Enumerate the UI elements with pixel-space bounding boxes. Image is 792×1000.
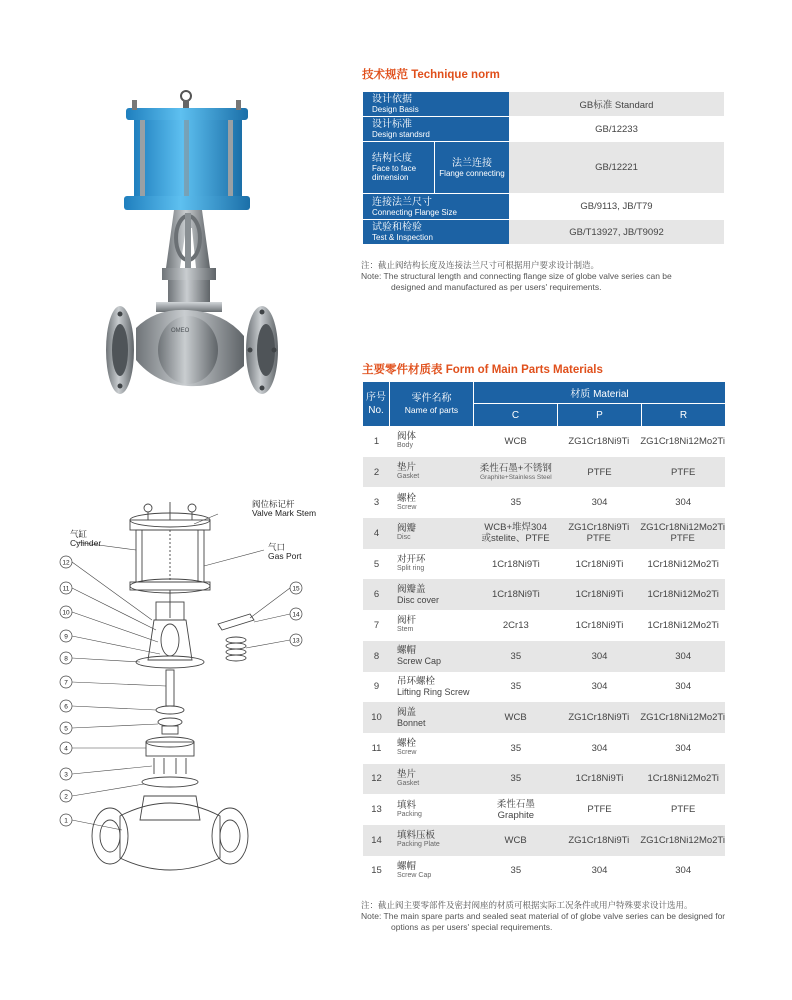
table-row bbox=[363, 702, 725, 733]
material-c bbox=[474, 733, 558, 764]
material-p bbox=[557, 426, 640, 457]
row-number: 1 bbox=[373, 435, 380, 447]
material-c bbox=[474, 487, 558, 518]
part-number-4: 4 bbox=[64, 745, 68, 753]
part-name bbox=[390, 672, 474, 703]
tech-label-en: Design standsrd bbox=[372, 130, 430, 139]
tech-row-flange-size bbox=[363, 194, 724, 220]
part-number-11: 11 bbox=[62, 585, 70, 593]
part-name-en: Gasket bbox=[397, 779, 420, 787]
material-p bbox=[558, 733, 642, 764]
part-number-13: 13 bbox=[292, 637, 300, 645]
material-r-value: 1Cr18Ni12Mo2Ti bbox=[647, 589, 719, 601]
material-r bbox=[641, 764, 725, 795]
material-r bbox=[641, 579, 725, 610]
tech-label-zh: 设计依据 bbox=[372, 94, 412, 105]
part-name-en: Screw bbox=[397, 749, 417, 757]
material-r-value: PTFE bbox=[671, 466, 696, 478]
part-name bbox=[390, 487, 474, 518]
header-col-c: C bbox=[474, 404, 558, 426]
material-p bbox=[558, 641, 642, 672]
part-name-en: Body bbox=[397, 442, 413, 450]
part-name-zh: 填料 bbox=[397, 799, 417, 811]
tech-label-zh: 试验和检验 bbox=[372, 222, 422, 233]
material-r-value: PTFE bbox=[671, 804, 696, 816]
material-c-value-2: 或stelite、PTFE bbox=[481, 533, 550, 545]
material-p bbox=[558, 794, 642, 825]
valve-product-photo bbox=[96, 88, 296, 428]
material-r-value: ZG1Cr18Ni12Mo2Ti bbox=[640, 834, 725, 846]
materials-note bbox=[361, 900, 725, 933]
material-r-value: ZG1Cr18Ni12Mo2Ti bbox=[640, 522, 725, 534]
material-r-value: ZG1Cr18Ni12Mo2Ti bbox=[640, 712, 725, 724]
part-name bbox=[390, 641, 474, 672]
material-r-value: 304 bbox=[675, 742, 692, 754]
material-c-value: 1Cr18Ni9Ti bbox=[491, 558, 540, 570]
tech-row-design-basis bbox=[363, 92, 724, 117]
part-number-6: 6 bbox=[64, 703, 68, 711]
material-p bbox=[558, 764, 642, 795]
header-no-zh: 序号 bbox=[366, 392, 386, 403]
part-number-1: 1 bbox=[64, 817, 68, 825]
tech-row-design-standard bbox=[363, 117, 724, 142]
part-number-14: 14 bbox=[292, 611, 300, 619]
material-p bbox=[558, 610, 642, 641]
material-c-value: WCB bbox=[504, 834, 527, 846]
material-c bbox=[474, 856, 558, 887]
material-r-value-2: PTFE bbox=[670, 533, 695, 545]
material-c bbox=[474, 426, 557, 457]
table-row bbox=[363, 856, 725, 887]
note-zh: 注：截止阀主要零部件及密封阀座的材质可根据实际工况条件或用户特殊要求设计选用。 bbox=[361, 900, 693, 910]
tech-label-en: Test & Inspection bbox=[372, 233, 433, 242]
materials-table bbox=[363, 382, 725, 886]
material-p-value: ZG1Cr18Ni9Ti bbox=[568, 834, 630, 846]
material-c-value: 柔性石墨+不锈钢 bbox=[479, 462, 552, 474]
row-number: 7 bbox=[373, 619, 380, 631]
row-number: 15 bbox=[371, 865, 382, 877]
table-row bbox=[363, 610, 725, 641]
row-number: 3 bbox=[373, 497, 380, 509]
callout-gas-port: 气口 Gas Port bbox=[268, 542, 302, 561]
material-p bbox=[557, 702, 640, 733]
note-zh: 注：截止阀结构长度及连接法兰尺寸可根据用户要求设计制造。 bbox=[361, 260, 600, 270]
note-en-1: Note: The structural length and connecting flange size of globe valve series can be bbox=[361, 271, 672, 281]
material-c bbox=[474, 672, 558, 703]
material-r bbox=[640, 426, 725, 457]
table-row bbox=[363, 426, 725, 457]
part-name-en: Stem bbox=[397, 626, 414, 634]
table-row bbox=[363, 672, 725, 703]
table-row bbox=[363, 549, 725, 580]
material-r bbox=[641, 794, 725, 825]
part-number-8: 8 bbox=[64, 655, 68, 663]
tech-value: GB/12233 bbox=[509, 117, 724, 141]
part-name-en: Split ring bbox=[397, 565, 425, 573]
header-no-en: No. bbox=[368, 405, 384, 416]
technique-norm-title: 技术规范 Technique norm bbox=[362, 69, 500, 81]
part-name-zh: 阀杆 bbox=[397, 615, 417, 627]
tech-label-zh: 结构长度 bbox=[372, 153, 412, 164]
callout-valve-mark-stem: 阀位标记杆 Valve Mark Stem bbox=[252, 499, 317, 518]
material-c-value-2: Graphite bbox=[497, 809, 535, 821]
row-number: 12 bbox=[371, 773, 382, 785]
material-c-value: WCB+堆焊304 bbox=[484, 522, 547, 534]
material-r-value: 1Cr18Ni12Mo2Ti bbox=[647, 773, 719, 785]
part-name bbox=[390, 733, 474, 764]
material-c-value: 1Cr18Ni9Ti bbox=[491, 589, 540, 601]
part-name-en: Disc bbox=[397, 534, 411, 542]
material-p-value: 1Cr18Ni9Ti bbox=[575, 558, 624, 570]
part-name-zh: 螺帽 bbox=[397, 645, 417, 657]
material-p bbox=[558, 856, 642, 887]
part-name-en: Packing bbox=[397, 810, 422, 818]
material-p bbox=[558, 672, 642, 703]
part-name-en: Lifting Ring Screw bbox=[397, 686, 470, 697]
row-number: 4 bbox=[373, 527, 380, 539]
material-r-value: 1Cr18Ni12Mo2Ti bbox=[647, 558, 719, 570]
part-number-10: 10 bbox=[62, 609, 70, 617]
part-number-7: 7 bbox=[64, 679, 68, 687]
tech-label-en: Face to face dimension bbox=[372, 164, 417, 182]
table-row bbox=[363, 794, 725, 825]
material-p bbox=[557, 825, 640, 856]
tech-value: GB/9113, JB/T79 bbox=[509, 194, 724, 219]
material-p bbox=[558, 487, 642, 518]
callout-cylinder: 气缸 Cylinder bbox=[70, 529, 102, 548]
material-p-value: 1Cr18Ni9Ti bbox=[575, 773, 624, 785]
material-r-value: 304 bbox=[675, 865, 692, 877]
material-r bbox=[641, 856, 725, 887]
tech-value: GB/T13927, JB/T9092 bbox=[509, 220, 724, 244]
material-p-value: ZG1Cr18Ni9Ti bbox=[568, 712, 630, 724]
row-number: 11 bbox=[371, 742, 382, 754]
material-c bbox=[474, 518, 557, 549]
material-p-value: 304 bbox=[591, 650, 608, 662]
material-p-value: 1Cr18Ni9Ti bbox=[575, 619, 624, 631]
materials-title: 主要零件材质表 Form of Main Parts Materials bbox=[362, 364, 603, 376]
material-r bbox=[641, 549, 725, 580]
tech-label-en: Connecting Flange Size bbox=[372, 207, 457, 217]
header-col-r: R bbox=[642, 404, 725, 426]
material-p-value: 304 bbox=[591, 681, 608, 693]
material-c bbox=[474, 610, 558, 641]
table-row bbox=[363, 457, 725, 488]
part-name bbox=[390, 856, 474, 887]
part-name-zh: 垫片 bbox=[397, 768, 417, 780]
material-c bbox=[474, 457, 558, 488]
materials-header bbox=[363, 382, 725, 426]
part-name-zh: 阀瓣 bbox=[397, 523, 417, 535]
part-name-zh: 垫片 bbox=[397, 462, 417, 474]
tech-label-en: Design Basis bbox=[372, 105, 419, 114]
part-name-en: Screw Cap bbox=[397, 871, 432, 879]
header-name-zh: 零件名称 bbox=[411, 393, 452, 404]
material-p bbox=[558, 549, 642, 580]
material-p bbox=[557, 518, 640, 549]
material-c bbox=[474, 549, 558, 580]
material-p-value: ZG1Cr18Ni9Ti bbox=[568, 435, 630, 447]
material-p-value-2: PTFE bbox=[586, 533, 611, 545]
part-name-en: Screw Cap bbox=[397, 656, 442, 667]
tech-value: GB/12221 bbox=[509, 142, 724, 193]
tech-row-face-to-face bbox=[363, 142, 724, 194]
material-c-value: 35 bbox=[510, 650, 522, 662]
part-name bbox=[390, 457, 474, 488]
material-p-value: 304 bbox=[591, 865, 608, 877]
material-c-value: 35 bbox=[510, 681, 522, 693]
material-r bbox=[641, 610, 725, 641]
material-c-value: 2Cr13 bbox=[502, 619, 529, 631]
part-name bbox=[390, 426, 474, 457]
material-c-value: 35 bbox=[510, 742, 522, 754]
technique-note bbox=[361, 260, 672, 293]
table-row bbox=[363, 487, 725, 518]
header-col-p: P bbox=[558, 404, 642, 426]
part-name-zh: 阀盖 bbox=[397, 706, 417, 718]
material-c-value: 35 bbox=[510, 497, 522, 509]
part-name-zh: 螺帽 bbox=[397, 860, 417, 872]
tech-row-test-inspection bbox=[363, 220, 724, 245]
row-number: 6 bbox=[373, 589, 380, 601]
table-row bbox=[363, 733, 725, 764]
part-name-zh: 阀体 bbox=[397, 431, 417, 443]
row-number: 14 bbox=[371, 834, 382, 846]
part-name-en: Gasket bbox=[397, 473, 420, 481]
note-en-1: Note: The main spare parts and sealed seat material of of globe valve series can be designed for bbox=[361, 911, 726, 921]
part-name bbox=[390, 518, 474, 549]
material-r bbox=[641, 457, 725, 488]
tech-label-zh: 连接法兰尺寸 bbox=[372, 196, 432, 208]
material-c-subtext: Graphite+Stainless Steel bbox=[479, 473, 552, 481]
row-number: 8 bbox=[373, 650, 380, 662]
part-number-12: 12 bbox=[62, 559, 70, 567]
material-r bbox=[641, 733, 725, 764]
part-name-zh: 对开环 bbox=[397, 554, 426, 566]
row-number: 2 bbox=[373, 466, 380, 478]
part-name bbox=[390, 702, 474, 733]
materials-body bbox=[363, 426, 725, 886]
part-name bbox=[390, 549, 474, 580]
material-r-value: ZG1Cr18Ni12Mo2Ti bbox=[640, 435, 725, 447]
material-c-value: 35 bbox=[510, 865, 522, 877]
material-c bbox=[474, 764, 558, 795]
material-c bbox=[474, 794, 558, 825]
part-name-zh: 填料压板 bbox=[397, 830, 436, 842]
part-number-3: 3 bbox=[64, 771, 68, 779]
part-name bbox=[390, 610, 474, 641]
header-material: 材质 Material bbox=[474, 382, 725, 404]
material-p-value: 1Cr18Ni9Ti bbox=[575, 589, 624, 601]
header-name-en: Name of parts bbox=[404, 405, 459, 415]
part-name-en: Disc cover bbox=[397, 594, 440, 605]
tech-label-zh: 设计标准 bbox=[372, 119, 412, 130]
material-r bbox=[640, 702, 725, 733]
part-name bbox=[390, 825, 474, 856]
material-r-value: 304 bbox=[675, 497, 692, 509]
part-name bbox=[390, 579, 474, 610]
tech-value: GB标准 Standard bbox=[509, 92, 724, 116]
part-name-zh: 螺栓 bbox=[397, 492, 417, 504]
material-p bbox=[558, 457, 642, 488]
material-p bbox=[558, 579, 642, 610]
material-c-value: WCB bbox=[504, 712, 527, 724]
part-name bbox=[390, 764, 474, 795]
table-row bbox=[363, 641, 725, 672]
part-number-2: 2 bbox=[64, 793, 68, 801]
material-c-value: 35 bbox=[510, 773, 522, 785]
part-number-9: 9 bbox=[64, 633, 68, 641]
material-c-value: WCB bbox=[504, 435, 527, 447]
material-r bbox=[641, 641, 725, 672]
tech-sublabel-zh: 法兰连接 bbox=[452, 157, 492, 169]
row-number: 9 bbox=[373, 681, 380, 693]
material-c bbox=[474, 641, 558, 672]
material-c-value: 柔性石墨 bbox=[496, 798, 535, 810]
row-number: 10 bbox=[371, 712, 382, 724]
material-p-value: 304 bbox=[591, 497, 608, 509]
note-en-2: options as per users' special requirements. bbox=[391, 922, 553, 932]
part-name-zh: 吊环螺栓 bbox=[397, 675, 436, 687]
material-c bbox=[474, 579, 558, 610]
material-r bbox=[641, 672, 725, 703]
part-name-en: Bonnet bbox=[397, 717, 426, 728]
note-en-2: designed and manufactured as per users' requirements. bbox=[391, 282, 602, 292]
material-r bbox=[641, 487, 725, 518]
table-row bbox=[363, 518, 725, 549]
technique-norm-table bbox=[363, 92, 724, 245]
table-row bbox=[363, 579, 725, 610]
body-brand-mark: OMEO bbox=[171, 328, 190, 334]
row-number: 5 bbox=[373, 558, 380, 570]
material-r bbox=[640, 825, 725, 856]
material-p-value: PTFE bbox=[587, 466, 612, 478]
material-c bbox=[474, 825, 557, 856]
part-number-15: 15 bbox=[292, 585, 300, 593]
material-p-value: ZG1Cr18Ni9Ti bbox=[568, 522, 630, 534]
material-p-value: PTFE bbox=[587, 804, 612, 816]
table-row bbox=[363, 764, 725, 795]
part-name-zh: 阀瓣盖 bbox=[397, 583, 426, 595]
material-r-value: 304 bbox=[675, 681, 692, 693]
row-number: 13 bbox=[371, 804, 382, 816]
part-name bbox=[390, 794, 474, 825]
part-name-zh: 螺栓 bbox=[397, 738, 417, 750]
part-name-en: Screw bbox=[397, 503, 417, 511]
table-row bbox=[363, 825, 725, 856]
part-number-5: 5 bbox=[64, 725, 68, 733]
material-c bbox=[474, 702, 557, 733]
material-r bbox=[640, 518, 725, 549]
material-p-value: 304 bbox=[591, 742, 608, 754]
material-r-value: 1Cr18Ni12Mo2Ti bbox=[647, 619, 719, 631]
material-r-value: 304 bbox=[675, 650, 692, 662]
part-name-en: Packing Plate bbox=[397, 841, 440, 849]
tech-sublabel-en: Flange connecting bbox=[439, 168, 505, 178]
